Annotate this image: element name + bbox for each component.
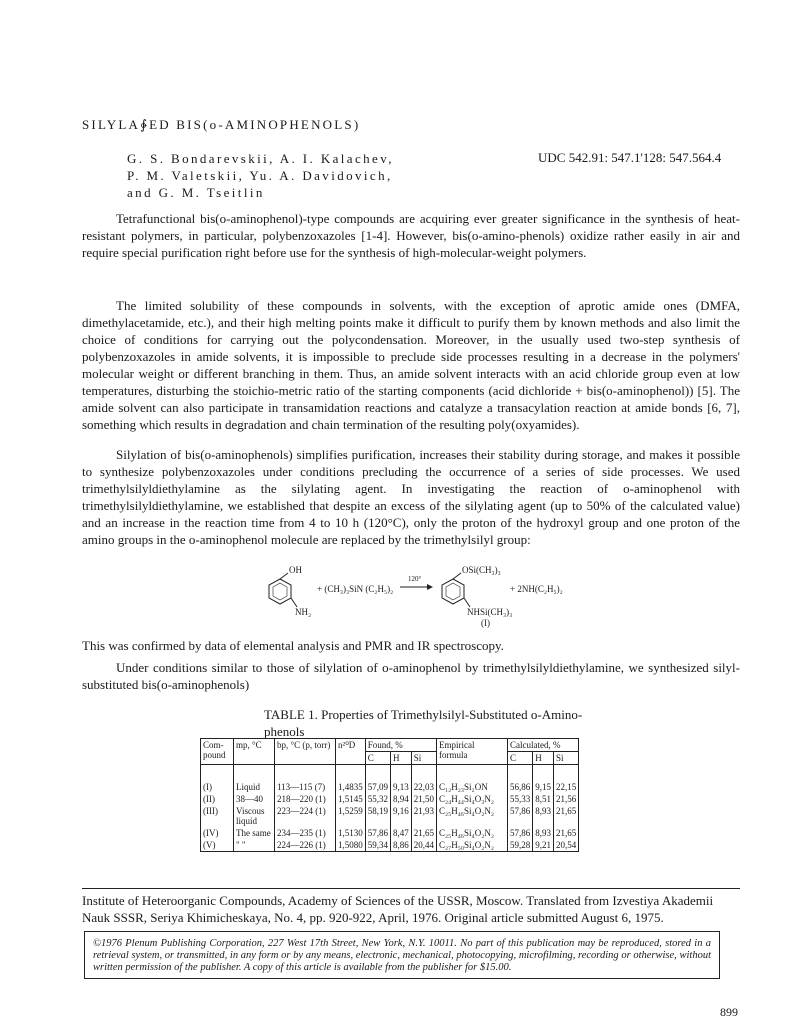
- cell-formula: C₁₂H₂₃Si₂ON: [437, 781, 508, 793]
- cell-bp: 113—115 (7): [275, 781, 336, 793]
- silyl-ether-label: OSi(CH₃)₃: [462, 565, 501, 575]
- silyl-amine-label: NHSi(CH₃)₃: [467, 607, 513, 617]
- cell-found-c: 55,32: [365, 793, 390, 805]
- affiliation-note: Institute of Heteroorganic Compounds, Academy of Sciences of the USSR, Moscow. Translated from Izvestiya Akademii Nauk SSSR, Seriya Khimicheskaya, No. 4, pp. 920-922, April, 1976. Original article submitted August 6, 1975.: [82, 893, 714, 925]
- header-bp: bp, °C (p, torr): [275, 739, 336, 765]
- header-calc-si: Si: [554, 752, 579, 765]
- cell-calc-si: 20,54: [554, 839, 579, 852]
- table-row: [201, 793, 579, 805]
- table-row: [201, 805, 579, 827]
- cell-bp: 218—220 (1): [275, 793, 336, 805]
- cell-calc-c: 57,86: [508, 827, 533, 839]
- cell-nd: 1,5130: [336, 827, 366, 839]
- cell-found-h: 8,86: [391, 839, 412, 852]
- compound-number: (I): [481, 618, 490, 628]
- header-compound: Com-pound: [201, 739, 234, 765]
- cell-calc-si: 22,15: [554, 781, 579, 793]
- cell-found-h: 8,94: [391, 793, 412, 805]
- cell-bp: 234—235 (1): [275, 827, 336, 839]
- cell-calc-c: 55,33: [508, 793, 533, 805]
- cell-compound: (II): [201, 793, 234, 805]
- cell-formula: C₂₅H₄₆Si₄O₂N₂: [437, 805, 508, 827]
- cell-compound: (V): [201, 839, 234, 852]
- page-number: 899: [720, 1005, 738, 1019]
- cell-mp: Liquid: [234, 781, 275, 793]
- udc-code: UDC 542.91: 547.1'128: 547.564.4: [538, 150, 722, 165]
- byproduct-label: + 2NH(C₂H₅)₂: [510, 584, 563, 594]
- cell-calc-si: 21,65: [554, 805, 579, 827]
- cell-compound: (III): [201, 805, 234, 827]
- cell-nd: 1,5080: [336, 839, 366, 852]
- cell-calc-h: 8,93: [533, 805, 554, 827]
- header-calc-h: H: [533, 752, 554, 765]
- cell-bp: 223—224 (1): [275, 805, 336, 827]
- cell-found-c: 57,86: [365, 827, 390, 839]
- cell-found-si: 20,44: [411, 839, 436, 852]
- cell-found-h: 9,16: [391, 805, 412, 827]
- cell-calc-h: 8,93: [533, 827, 554, 839]
- cell-found-si: 21,65: [411, 827, 436, 839]
- cell-mp: " ": [234, 839, 275, 852]
- cell-calc-si: 21,56: [554, 793, 579, 805]
- cell-found-si: 21,50: [411, 793, 436, 805]
- paragraph-3: Silylation of bis(o-aminophenols) simplifies purification, increases their stability during storage, and makes it possible to synthesize polybenzoxazoles under conditions precluding the occurrence of a series of side processes. We used trimethylsilyldiethylamine as the silylating agent. In investigating the reaction of o-aminophenol with trimethylsilyldiethylamine, we established that despite an excess of the silylating agent (up to 50% of the calculated value) and an increase in the reaction time from 4 to 10 h (120°C), only the proton of the hydroxyl group and one proton of the amino groups in the o-aminophenol molecule are replaced by the trimethylsilyl group:: [82, 447, 740, 547]
- paragraph-1: Tetrafunctional bis(o-aminophenol)-type compounds are acquiring ever greater significance in the synthesis of heat-resistant polymers, in particular, polybenzoxazoles [1-4]. However, bis(o-amino-phenols) oxidize rather easily in air and require special purification right before use for the synthesis of high-molecular-weight polymers.: [82, 211, 740, 260]
- cell-mp: 38—40: [234, 793, 275, 805]
- cell-formula: C₂₄H₄₄Si₄O₃N₂: [437, 793, 508, 805]
- properties-table: [200, 738, 579, 852]
- table-caption: TABLE 1. Properties of Trimethylsilyl-Substituted o-Amino-phenols: [264, 707, 583, 739]
- amino-label: NH₂: [295, 607, 312, 617]
- cell-calc-c: 57,86: [508, 805, 533, 827]
- cell-formula: C₂₇H₅₀Si₄O₂N₂: [437, 839, 508, 852]
- table-row: [201, 827, 579, 839]
- header-refractive-index: n²⁰D: [336, 739, 366, 765]
- cell-mp: The same: [234, 827, 275, 839]
- cell-calc-si: 21,65: [554, 827, 579, 839]
- paragraph-5: Under conditions similar to those of silylation of o-aminophenol by trimethylsilyldiethylamine, we synthesized silyl-substituted bis(o-aminophenols): [82, 660, 740, 692]
- cell-compound: (IV): [201, 827, 234, 839]
- cell-calc-c: 56,86: [508, 781, 533, 793]
- paragraph-2: The limited solubility of these compounds in solvents, with the exception of aprotic amide ones (DMFA, dimethylacetamide, etc.), and their high melting points make it difficult to purify them by known methods and also limit the choice of conditions for carrying out the polycondensation. Moreover, in the usually used two-step synthesis of polybenzoxazoles in amide solvents, it is impossible to preclude side processes resulting in a decrease in the polymers' molecular weight or different branching in them. Thus, an amide solvent interacts with an acid chloride group even at low temperatures, disturbing the stoichio-metric ratio of the starting components (acid dichloride + bis(o-aminophenol)) [5]. The amide solvent can also participate in transamidation reactions and catalyze a transacylation reaction at amide bonds [6, 7], something which results in degradation and chain termination of the resulting poly(oxyamides).: [82, 298, 740, 432]
- copyright-notice: ©1976 Plenum Publishing Corporation, 227 West 17th Street, New York, N.Y. 10011. No part of this publication may be reproduced, stored in a retrieval system, or transmitted, in any form or by any means, electronic, mechanical, photocopying, microfilming, recording or otherwise, without written permission of the publisher. A copy of this article is available from the publisher for $15.00.: [84, 931, 720, 979]
- cell-calc-h: 9,15: [533, 781, 554, 793]
- cell-calc-h: 9,21: [533, 839, 554, 852]
- header-formula: Empirical formula: [437, 739, 508, 765]
- header-found-h: H: [391, 752, 412, 765]
- cell-compound: (I): [201, 781, 234, 793]
- cell-found-c: 58,19: [365, 805, 390, 827]
- cell-found-si: 22,03: [411, 781, 436, 793]
- header-found: Found, %: [365, 739, 436, 752]
- cell-nd: 1,5259: [336, 805, 366, 827]
- table-row: [201, 839, 579, 852]
- cell-calc-c: 59,28: [508, 839, 533, 852]
- reagent-label: + (CH₃)₃SiN (C₂H₅)₂: [317, 584, 394, 594]
- header-mp: mp, °C: [234, 739, 275, 765]
- header-found-si: Si: [411, 752, 436, 765]
- paragraph-4: This was confirmed by data of elemental analysis and PMR and IR spectroscopy.: [82, 638, 504, 653]
- header-found-c: C: [365, 752, 390, 765]
- cell-found-h: 8,47: [391, 827, 412, 839]
- reaction-scheme: [255, 565, 585, 629]
- cell-found-c: 57,09: [365, 781, 390, 793]
- cell-formula: C₂₅H₄₆Si₄O₂N₂: [437, 827, 508, 839]
- cell-nd: 1,4835: [336, 781, 366, 793]
- footnote-divider: [82, 888, 740, 889]
- header-calc-c: C: [508, 752, 533, 765]
- table-row: [201, 781, 579, 793]
- cell-found-h: 9,13: [391, 781, 412, 793]
- article-title: SILYLA∳ED BIS(o-AMINOPHENOLS): [82, 117, 361, 132]
- cell-bp: 224—226 (1): [275, 839, 336, 852]
- header-calculated: Calculated, %: [508, 739, 579, 752]
- cell-calc-h: 8,51: [533, 793, 554, 805]
- cell-found-c: 59,34: [365, 839, 390, 852]
- cell-found-si: 21,93: [411, 805, 436, 827]
- hydroxyl-label: OH: [289, 565, 302, 575]
- author-list: G. S. Bondarevskii, A. I. Kalachev, P. M. Valetskii, Yu. A. Davidovich, and G. M. Tseitlin: [127, 151, 394, 200]
- table-spacer-row: [201, 765, 579, 781]
- cell-nd: 1,5145: [336, 793, 366, 805]
- table-header-row: [201, 739, 579, 752]
- cell-mp: Viscous liquid: [234, 805, 275, 827]
- temperature-label: 120°: [408, 575, 422, 583]
